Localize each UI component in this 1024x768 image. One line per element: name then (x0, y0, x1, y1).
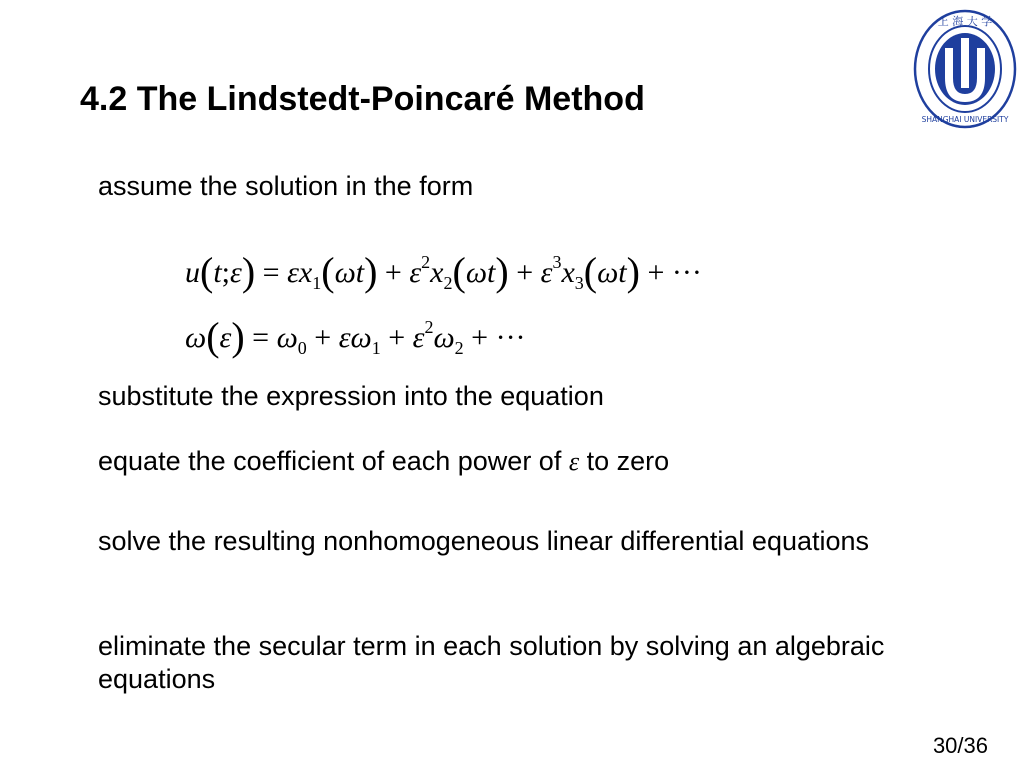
page-number: 30/36 (932, 733, 988, 758)
epsilon-symbol: ε (568, 447, 580, 476)
text-assume: assume the solution in the form (98, 171, 474, 201)
text-solve: solve the resulting nonhomogeneous linear differential equations (98, 526, 870, 556)
text-equate-after: to zero (586, 446, 670, 476)
logo-text-bottom: SHANGHAI UNIVERSITY (921, 115, 1009, 124)
text-equate-before: equate the coefficient of each power of (98, 446, 562, 476)
logo-text-top: 上 海 大 学 (937, 15, 993, 28)
text-eliminate: eliminate the secular term in each solution by solving an algebraic equations (98, 631, 885, 694)
text-equate (98, 445, 978, 478)
equation-u-expansion: u(t;ε) = $\varepsilon x_1(\omega t) + \varepsilon^2x_2(\omega t) + \varepsilon^3x_3(\omega t)$ + ··· (185, 249, 702, 294)
equation-omega-expansion: $\omega(\varepsilon) = \omega_0 + \varepsilon\omega_1 + \varepsilon^2\omega_2$ + ··· (185, 314, 526, 359)
university-logo (912, 8, 1018, 130)
text-substitute: substitute the expression into the equation (98, 381, 604, 411)
slide-title: 4.2 The Lindstedt-Poincaré Method (80, 80, 645, 118)
